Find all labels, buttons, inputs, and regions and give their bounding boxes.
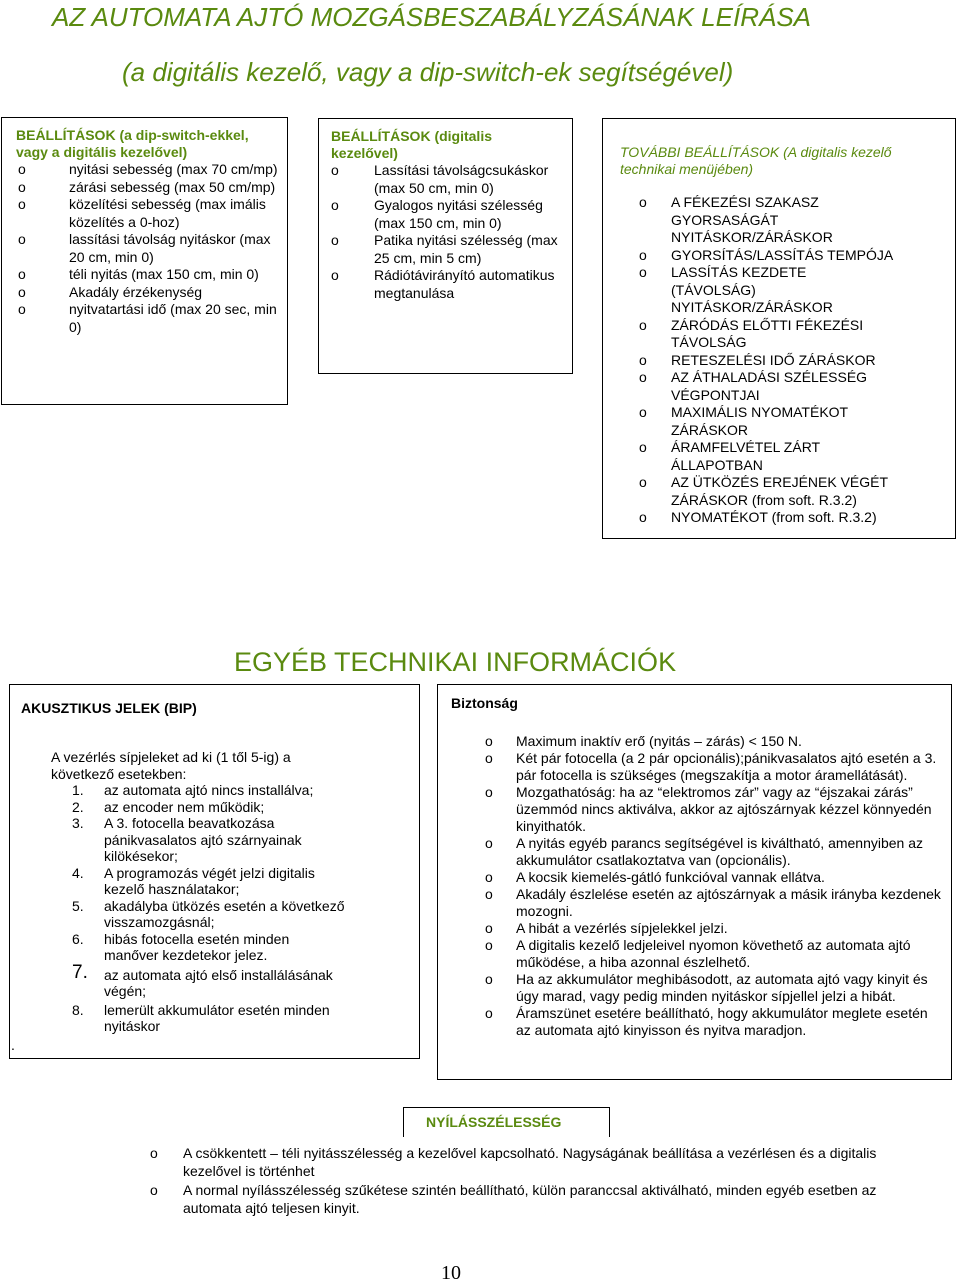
list-item: o MAXIMÁLIS NYOMATÉKOT ZÁRÁSKOR xyxy=(603,404,881,439)
list-item: o A hibát a vezérlés sípjelekkel jelzi. xyxy=(438,920,941,937)
box-heading: Biztonság xyxy=(451,695,518,711)
list-item: o Rádiótávirányító automatikus megtanulása xyxy=(319,267,562,302)
settings-list xyxy=(319,162,562,302)
list-item: 6. hibás fotocella esetén minden manőver kezdetekor jelez. xyxy=(72,930,290,963)
box-heading: BEÁLLÍTÁSOK (digitalis kezelővel) xyxy=(331,128,492,161)
signal-list xyxy=(10,782,407,1035)
list-item: o közelítési sebesség (max imális közelítés a 0-hoz) xyxy=(2,196,279,231)
list-item: o Mozgathatóság: ha az “elektromos zár” vagy az “éjszakai zárás” üzemmód nincs aktiválva, akkor az ajtószárnyak kézzel könnyedén kinyithatók. xyxy=(438,784,941,835)
list-item: 1. az automata ajtó nincs installálva; xyxy=(72,782,314,798)
safety-box xyxy=(437,684,952,1080)
opening-width-list xyxy=(150,1145,910,1219)
list-item: 4. A programozás végét jelzi digitalis kezelő használatakor; xyxy=(72,864,315,897)
box-heading: BEÁLLÍTÁSOK (a dip-switch-ekkel, vagy a digitális kezelővel) xyxy=(16,127,249,160)
settings-dipswitch-box xyxy=(1,117,288,405)
list-item: o A normal nyílásszélesség szűkétese szintén beállítható, külön paranccsal aktiválható, minden egyéb esetben az automata ajtó teljesen kinyit. xyxy=(150,1182,910,1217)
list-item: 2. az encoder nem működik; xyxy=(72,798,265,815)
stray-dot: . xyxy=(11,1037,15,1053)
list-item: o Maximum inaktív erő (nyitás – zárás) < 150 N. xyxy=(438,733,941,750)
list-item: o Ha az akkumulátor meghibásodott, az automata ajtó vagy kinyit és úgy marad, vagy pedig minden nyitáskor sípjellel jelzi a hibát. xyxy=(438,971,941,1005)
list-item: 5. akadályba ütközés esetén a következő visszamozgásnál; xyxy=(72,897,345,930)
list-item: o A FÉKEZÉSI SZAKASZ GYORSASÁGÁT NYITÁSKOR/ZÁRÁSKOR xyxy=(603,194,861,247)
list-item: o nyitvatartási idő (max 20 sec, min 0) xyxy=(2,301,279,336)
list-item: o RETESZELÉSI IDŐ ZÁRÁSKOR xyxy=(603,352,945,370)
list-item: o nyitási sebesség (max 70 cm/mp) xyxy=(2,161,279,179)
settings-digital-box xyxy=(318,118,573,374)
list-item: o LASSÍTÁS KEZDETE (TÁVOLSÁG) NYITÁSKOR/ZÁRÁSKOR xyxy=(603,264,871,317)
list-item: o AZ ÁTHALADÁSI SZÉLESSÉG VÉGPONTJAI xyxy=(603,369,901,404)
technical-menu-box xyxy=(602,118,956,539)
list-item: o NYOMATÉKOT (from soft. R.3.2) xyxy=(603,509,945,527)
list-item: o AZ ÜTKÖZÉS EREJÉNEK VÉGÉT ZÁRÁSKOR (from soft. R.3.2) xyxy=(603,474,921,509)
list-item: o Két pár fotocella (a 2 pár opcionális);pánikvasalatos ajtó esetén a 3. pár fotocella is szükséges (megszakítja a motor áramellátását). xyxy=(438,750,941,784)
list-item: 7. az automata ajtó első installálásának végén; xyxy=(72,961,333,999)
list-item: o Akadály észlelése esetén az ajtószárnyak a másik irányba kezdenek mozogni. xyxy=(438,886,941,920)
settings-list xyxy=(603,194,945,527)
settings-list xyxy=(2,161,279,336)
acoustic-signals-box xyxy=(9,684,420,1059)
box-heading: AKUSZTIKUS JELEK (BIP) xyxy=(21,700,197,716)
list-item: o zárási sebesség (max 50 cm/mp) xyxy=(2,179,279,197)
section-title: EGYÉB TECHNIKAI INFORMÁCIÓK xyxy=(234,647,677,677)
list-item: 8. lemerült akkumulátor esetén minden nyitáskor xyxy=(72,1001,330,1034)
list-item: o A digitalis kezelő ledjeleivel nyomon követhető az automata ajtó működése, a hiba azonnal észlelhető. xyxy=(438,937,941,971)
list-item: o Lassítási távolságcsukáskor (max 50 cm, min 0) xyxy=(319,162,562,197)
page-subtitle: (a digitális kezelő, vagy a dip-switch-ek segítségével) xyxy=(122,57,734,87)
list-item: o A nyitás egyéb parancs segítségével is kiváltható, amennyiben az akkumulátor csatlakoztatva van (opcionális). xyxy=(438,835,941,869)
page-number: 10 xyxy=(441,1262,461,1284)
page-title: AZ AUTOMATA AJTÓ MOZGÁSBESZABÁLYZÁSÁNAK LEÍRÁSA xyxy=(52,2,812,32)
list-item: o téli nyitás (max 150 cm, min 0) xyxy=(2,266,279,284)
list-item: o Akadály érzékenység xyxy=(2,284,279,302)
list-item: o ZÁRÓDÁS ELŐTTI FÉKEZÉSI TÁVOLSÁG xyxy=(603,317,871,352)
box-heading: TOVÁBBI BEÁLLÍTÁSOK (A digitalis kezelő technikai menüjében) xyxy=(620,144,892,177)
list-item: o A kocsik kiemelés-gátló funkcióval vannak ellátva. xyxy=(438,869,941,886)
list-item: o Gyalogos nyitási szélesség (max 150 cm, min 0) xyxy=(319,197,562,232)
list-item: o Áramszünet esetére beállítható, hogy akkumulátor meglete esetén az automata ajtó kinyisson és nyitva maradjon. xyxy=(438,1005,941,1039)
intro-text: A vezérlés sípjeleket ad ki (1 től 5-ig) a következő esetekben: xyxy=(51,749,291,782)
safety-list xyxy=(438,733,941,1039)
list-item: 3. A 3. fotocella beavatkozása pánikvasalatos ajtó szárnyainak kilökésekor; xyxy=(72,815,302,864)
box-heading: NYÍLÁSSZÉLESSÉG xyxy=(426,1114,562,1130)
list-item: o lassítási távolság nyitáskor (max 20 cm, min 0) xyxy=(2,231,279,266)
list-item: o GYORSÍTÁS/LASSÍTÁS TEMPÓJA xyxy=(603,247,945,265)
list-item: o ÁRAMFELVÉTEL ZÁRT ÁLLAPOTBAN xyxy=(603,439,851,474)
opening-width-heading-box xyxy=(403,1107,610,1137)
list-item: o Patika nyitási szélesség (max 25 cm, min 5 cm) xyxy=(319,232,562,267)
list-item: o A csökkentett – téli nyitásszélesség a kezelővel kapcsolható. Nagyságának beállítása a vezérlésen és a digitalis kezelővel is történhet xyxy=(150,1145,910,1180)
